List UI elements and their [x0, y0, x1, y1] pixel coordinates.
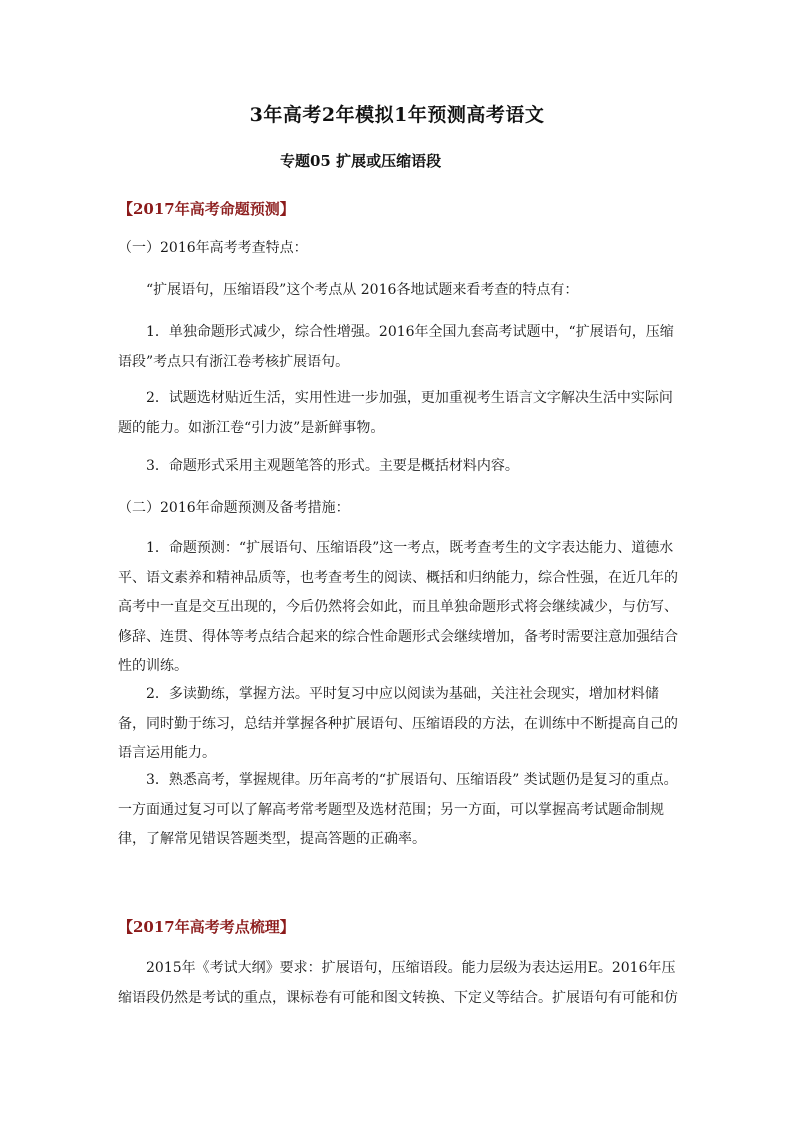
measure-3: 3．熟悉高考，掌握规律。历年高考的“扩展语句、压缩语段” 类试题仍是复习的重点。一方面通过复习可以了解高考常考题型及选材范围；另一方面，可以掌握高考试题命制规律，了解常见错误答题类型，提高答题的正确率。	[118, 772, 678, 847]
part1-heading: （一）2016年高考考查特点：	[118, 240, 308, 256]
section-heading-review: 【2017年高考考点梳理】	[118, 918, 295, 936]
document-title: 3年高考2年模拟1年预测高考语文	[249, 104, 545, 126]
point-2: 2．试题选材贴近生活，实用性进一步加强，更加重视考生语言文字解决生活中实际问题的能力。如浙江卷“引力波”是新鲜事物。	[118, 390, 673, 436]
review-body: 2015年《考试大纲》要求：扩展语句，压缩语段。能力层级为表达运用E。2016年压缩语段仍然是考试的重点，课标卷有可能和图文转换、下定义等结合。扩展语句有可能和仿	[118, 960, 678, 1006]
document-subtitle: 专题05 扩展或压缩语段	[280, 152, 442, 170]
point-1: 1．单独命题形式减少，综合性增强。2016年全国九套高考试题中，“扩展语句，压缩语段”考点只有浙江卷考核扩展语句。	[118, 324, 674, 370]
measure-1: 1．命题预测：“扩展语句、压缩语段”这一考点，既考查考生的文字表达能力、道德水平、语文素养和精神品质等，也考查考生的阅读、概括和归纳能力，综合性强，在近几年的高考中一直是交互出现的，今后仍然将会如此，而且单独命题形式将会继续减少，与仿写、修辞、连贯、得体等考点结合起来的综合性命题形式会继续增加，备考时需要注意加强结合性的训练。	[118, 540, 678, 674]
section-heading-prediction: 【2017年高考命题预测】	[118, 200, 295, 218]
point-3: 3．命题形式采用主观题笔答的形式。主要是概括材料内容。	[146, 458, 519, 474]
measure-2: 2．多读勤练，掌握方法。平时复习中应以阅读为基础，关注社会现实，增加材料储备，同时勤于练习，总结并掌握各种扩展语句、压缩语段的方法，在训练中不断提高自己的语言运用能力。	[118, 686, 678, 761]
part2-heading: （二）2016年命题预测及备考措施：	[118, 500, 350, 516]
part1-intro: “扩展语句，压缩语段”这个考点从 2016各地试题来看考查的特点有：	[146, 282, 579, 298]
